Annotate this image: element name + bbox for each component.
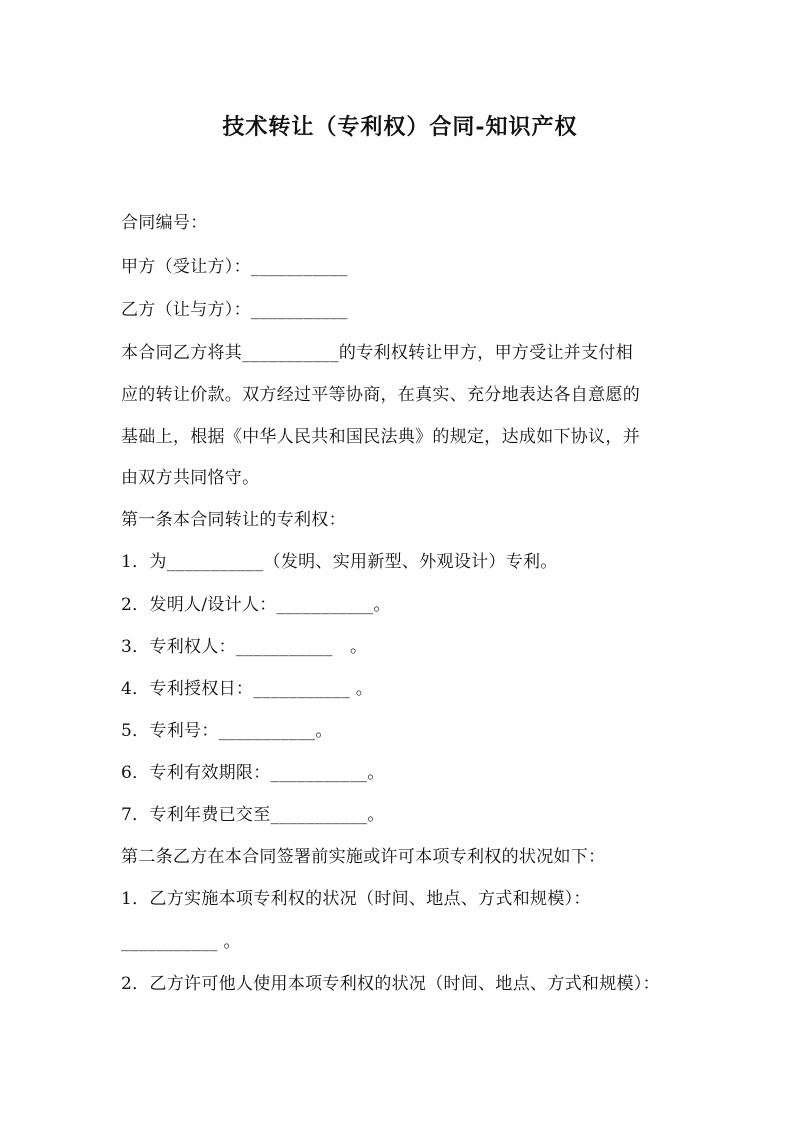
article-1-item-7: 7．专利年费已交至___________。 (121, 805, 385, 825)
article-2-item-2: 2．乙方许可他人使用本项专利权的状况（时间、地点、方式和规模）： (121, 974, 660, 994)
article-1-item-1: 1．为___________（发明、实用新型、外观设计）专利。 (121, 552, 558, 572)
party-b-line: 乙方（让与方）：___________ (121, 300, 348, 320)
article-1-heading: 第一条本合同转让的专利权： (121, 510, 346, 530)
article-1-item-5: 5．专利号：___________。 (121, 721, 333, 741)
article-1-item-6: 6．专利有效期限：___________。 (121, 763, 385, 783)
party-a-line: 甲方（受让方）：___________ (121, 257, 348, 277)
document-title: 技术转让（专利权）合同-知识产权 (222, 114, 578, 140)
article-2-heading: 第二条乙方在本合同签署前实施或许可本项专利权的状况如下： (121, 847, 606, 867)
intro-paragraph-line-2: 应的转让价款。双方经过平等协商，在真实、充分地表达各自意愿的 (121, 385, 640, 405)
article-1-item-3: 3．专利权人：___________ 。 (121, 637, 368, 657)
intro-paragraph-line-4: 由双方共同恪守。 (121, 468, 260, 488)
article-2-item-1: 1．乙方实施本项专利权的状况（时间、地点、方式和规模）： (121, 889, 591, 909)
intro-paragraph-line-3: 基础上，根据《中华人民共和国民法典》的规定，达成如下协议，并 (121, 427, 640, 447)
article-1-item-4: 4．专利授权日：___________ 。 (121, 679, 374, 699)
intro-paragraph-line-1: 本合同乙方将其___________的专利权转让甲方，甲方受让并支付相 (121, 343, 633, 363)
article-2-item-1-blank: ___________ 。 (121, 932, 241, 952)
article-1-item-2: 2．发明人/设计人：___________。 (121, 595, 391, 615)
contract-number-line: 合同编号： (121, 213, 208, 233)
